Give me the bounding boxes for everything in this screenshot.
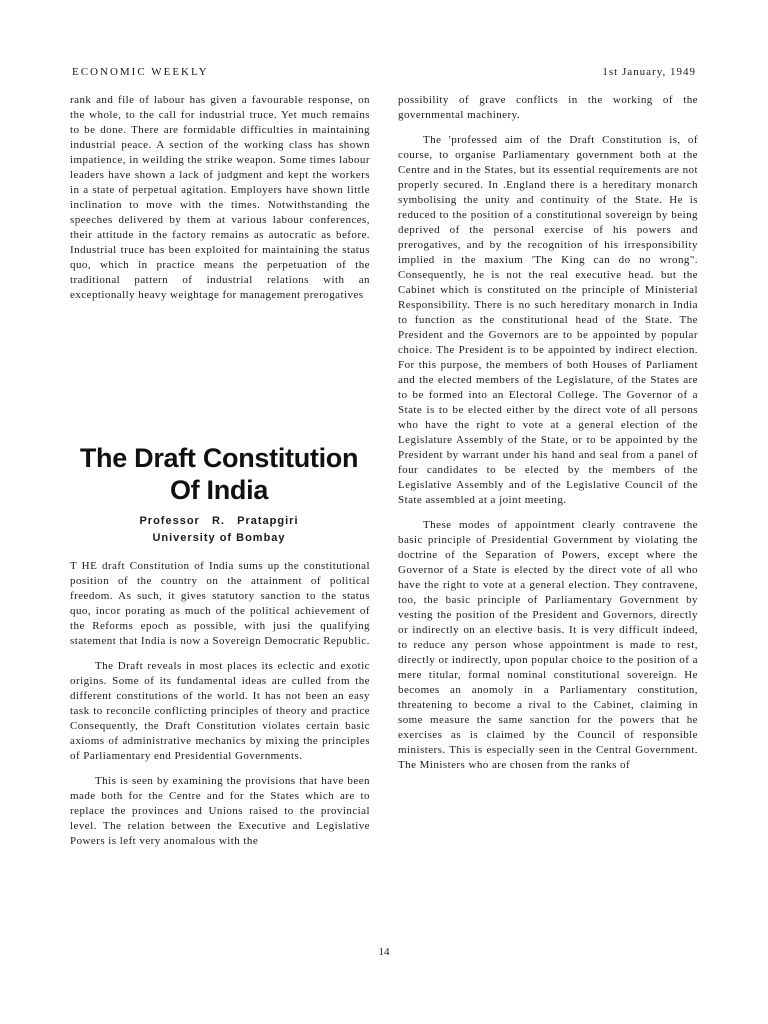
running-header xyxy=(70,66,698,82)
article-paragraph: The Draft reveals in most places its eclectic and exotic origins. Some of its fundamental ideas are culled from the different constitutions of the world. It has not been an easy task to reconcile conflicting principles of theory and practice Consequently, the Draft Constitution violates certain basic axioms of administrative mechanics by mixing the principles of Parliamentary end Presidential Governments. xyxy=(70,660,370,762)
article-paragraph: T HE draft Constitution of India sums up the constitutional position of the country on the attainment of political freedom. As such, it gives statutory sanction to the status quo, incor porating as much of the political achievement of the Reforms epoch as possible, with jusi the qualifying statement that India is now a Sovereign Democratic Republic. xyxy=(70,560,370,647)
byline xyxy=(60,513,378,547)
article-paragraph: The 'professed aim of the Draft Constitution is, of course, to organise Parliamentary government both at the Centre and in the States, but its essential requirements are not properly secured. In .England there is a hereditary monarch symbolising the unity and continuity of the State. He is reduced to the position of a constitutional sovereign by being deprived of the personal exercise of his powers and prerogatives, and by the recognition of his irresponsibility implied in the maxium 'The King can do no wrong". Consequently, he is not the real executive head. but the Cabinet which is constituted on the principle of Ministerial Responsibility. There is no such hereditary monarch in India to function as the constitutional head of the State. The President and the Governors are to be appointed by popular choice. The President is to be appointed by indirect election. For this purpose, the members of both Houses of Parliament and the elected members of the Legislature, of the States are to be formed into an Electoral College. The Governor of a State is to be elected either by the direct vote of all persons who have the right to vote at a general election of the Legislature Assembly of the State, or to be appointed by the President by warrant under his hand and seal from a panel of four candidates to be elected by the members of the Legislative Assembly and of the Legislative Council of the State assembled at a joint meeting. xyxy=(398,134,698,506)
article-right-column xyxy=(398,93,698,773)
author-name: Professor R. Pratapgiri xyxy=(139,515,299,527)
article-paragraph: possibility of grave conflicts in the working of the governmental machinery. xyxy=(398,94,698,121)
title-line-1: The Draft Constitution xyxy=(79,443,359,473)
article-left-column xyxy=(70,559,370,849)
article-paragraph: This is seen by examining the provisions that have been made both for the Centre and for the States which are to replace the provinces and Unions raised to the provincial level. The relation between the Executive and Legislative Powers is left very anomalous with the xyxy=(70,775,370,847)
left-column-top xyxy=(70,93,370,303)
title-line-2: Of India xyxy=(169,475,269,505)
journal-name: ECONOMIC WEEKLY xyxy=(72,66,209,78)
article-title xyxy=(60,442,378,506)
issue-date: 1st January, 1949 xyxy=(602,66,696,78)
page-number: 14 xyxy=(378,946,390,958)
author-affiliation: University of Bombay xyxy=(152,532,286,544)
labour-paragraph: rank and file of labour has given a favourable response, on the whole, to the call for industrial truce. Yet much remains to be done. There are formidable difficulties in maintaining industrial peace. A section of the working class has shown impatience, in weilding the strike weapon. Some times labour leaders have shown a lack of judgment and kept the workers in a state of perpetual agitation. Employers have shown little inclination to move with the times. Notwithstanding the speeches delivered by them at various labour conferences, their attitude in the factory remains as autocratic as before. Industrial truce has been exploited for maintaining the status quo, which in practice means the perpetuation of the traditional pattern of industrial relations with an exceptionally heavy weightage for management prerogatives xyxy=(70,94,370,301)
article-paragraph: These modes of appointment clearly contravene the basic principle of Presidential Government by violating the doctrine of the Separation of Powers, except where the Governor of a State is elected by the direct vote of all who have the right to vote at a general election. They contravene, too, the basic principle of Parliamentary Government by vesting the position of the President and Governors, directly or indirectly on an elective basis. It is very difficult indeed, to reduce any person whose appointment is made to rest, directly or indirectly, upon popular choice to the position of a mere titular, formal nominal constitutional sovereign. He becomes an anomoly in a Parliamentary constitution, threatening to become a rival to the Cabinet, claiming in some measure the same sanction for the powers that he exercises as is claimed by the Council of responsible ministers. This is especially seen in the Central Government. The Ministers who are chosen from the ranks of xyxy=(398,519,698,771)
